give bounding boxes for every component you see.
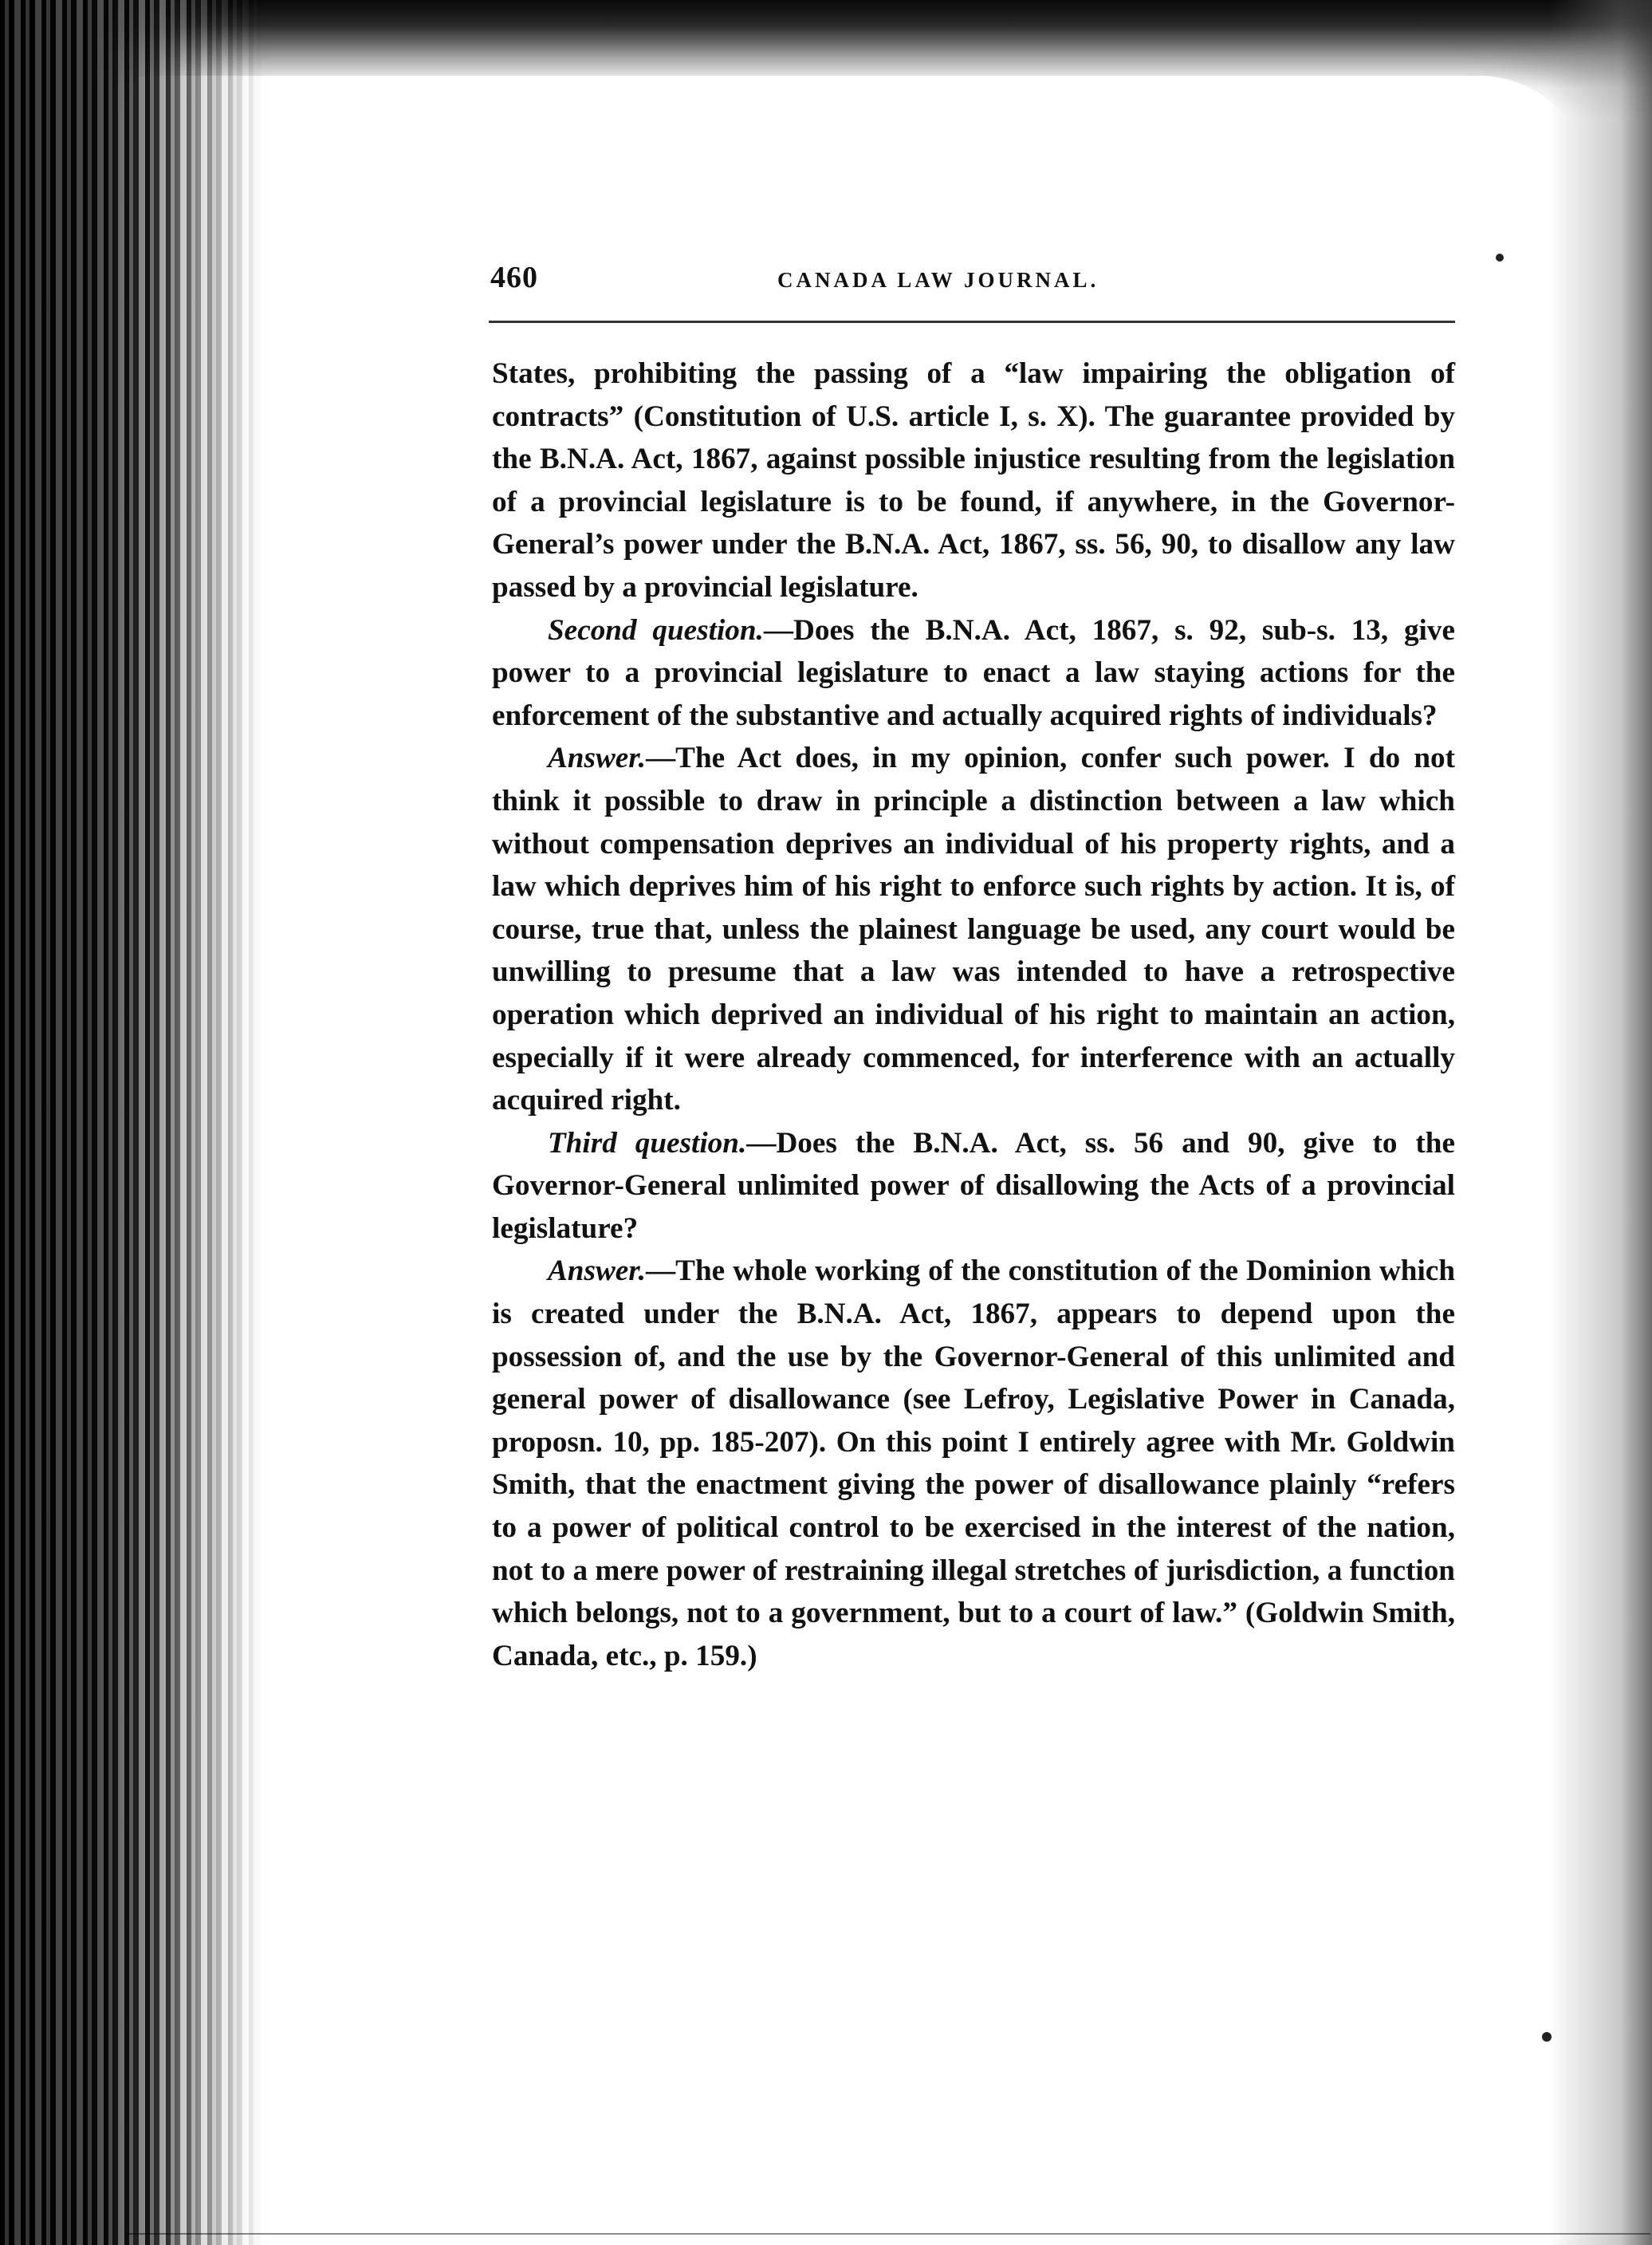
paragraph-4-text: —Does the B.N.A. Act, ss. 56 and 90, give to the Governor-General unlimited power of disallowing the Acts of a provincial legislature? (492, 1126, 1455, 1245)
paragraph-5 (492, 1250, 1455, 1677)
question-heading-second: Second question. (548, 613, 764, 647)
scan-speck (1542, 2032, 1552, 2042)
page-header (490, 260, 1455, 316)
scan-right-edge (1548, 0, 1652, 2245)
paragraph-5-text: —The whole working of the constitution of the Dominion which is created under the B.N.A. Act, 1867, appears to depend upon the possession of, and the use by the Governor-General of this unlimited and general power of disallowance (see Lefroy, Legislative Power in Canada, proposn. 10, pp. 185-207). On this point I entirely agree with Mr. Goldwin Smith, that the enactment giving the power of disallowance plainly “refers to a power of political control to be exercised in the interest of the nation, not to a mere power of restraining illegal stretches of jurisdiction, a function which belongs, not to a government, but to a court of law.” (Goldwin Smith, Canada, etc., p. 159.) (492, 1254, 1455, 1672)
paragraph-4 (492, 1122, 1455, 1251)
paragraph-3-text: —The Act does, in my opinion, confer such power. I do not think it possible to draw in principle a distinction between a law which without compensation deprives an individual of his property rights, and a law which deprives him of his right to enforce such rights by action. It is, of course, true that, unless the plainest language be used, any court would be unwilling to presume that a law was intended to have a retrospective operation which deprived an individual of his right to maintain an action, especially if it were already commenced, for interference with an actually acquired right. (492, 742, 1455, 1117)
running-head: CANADA LAW JOURNAL. (777, 268, 1099, 292)
paragraph-1 (492, 353, 1455, 609)
paragraph-2 (492, 609, 1455, 738)
header-rule (489, 321, 1455, 323)
paragraph-3 (492, 737, 1455, 1121)
scan-speck (1496, 254, 1504, 262)
paragraph-2-text: —Does the B.N.A. Act, 1867, s. 92, sub-s. 13, give power to a provincial legislature to enact a law staying actions for the enforcement of the substantive and actually acquired rights of individuals? (492, 613, 1455, 732)
scan-bottom-edge (128, 2233, 1650, 2235)
question-heading-third: Third question. (548, 1126, 747, 1160)
page-number: 460 (490, 261, 538, 294)
body-text (492, 353, 1455, 1677)
answer-heading-2: Answer. (548, 1254, 646, 1288)
paragraph-1-text: States, prohibiting the passing of a “law impairing the obligation of contracts” (Constitution of U.S. article I, s. X). The guarantee provided by the B.N.A. Act, 1867, against possible injustice resulting from the legislation of a provincial legislature is to be found, if anywhere, in the Governor-General’s power under the B.N.A. Act, 1867, ss. 56, 90, to disallow any law passed by a provincial legislature. (492, 357, 1455, 604)
answer-heading-1: Answer. (548, 742, 646, 775)
scan-binding-edge (0, 0, 263, 2245)
